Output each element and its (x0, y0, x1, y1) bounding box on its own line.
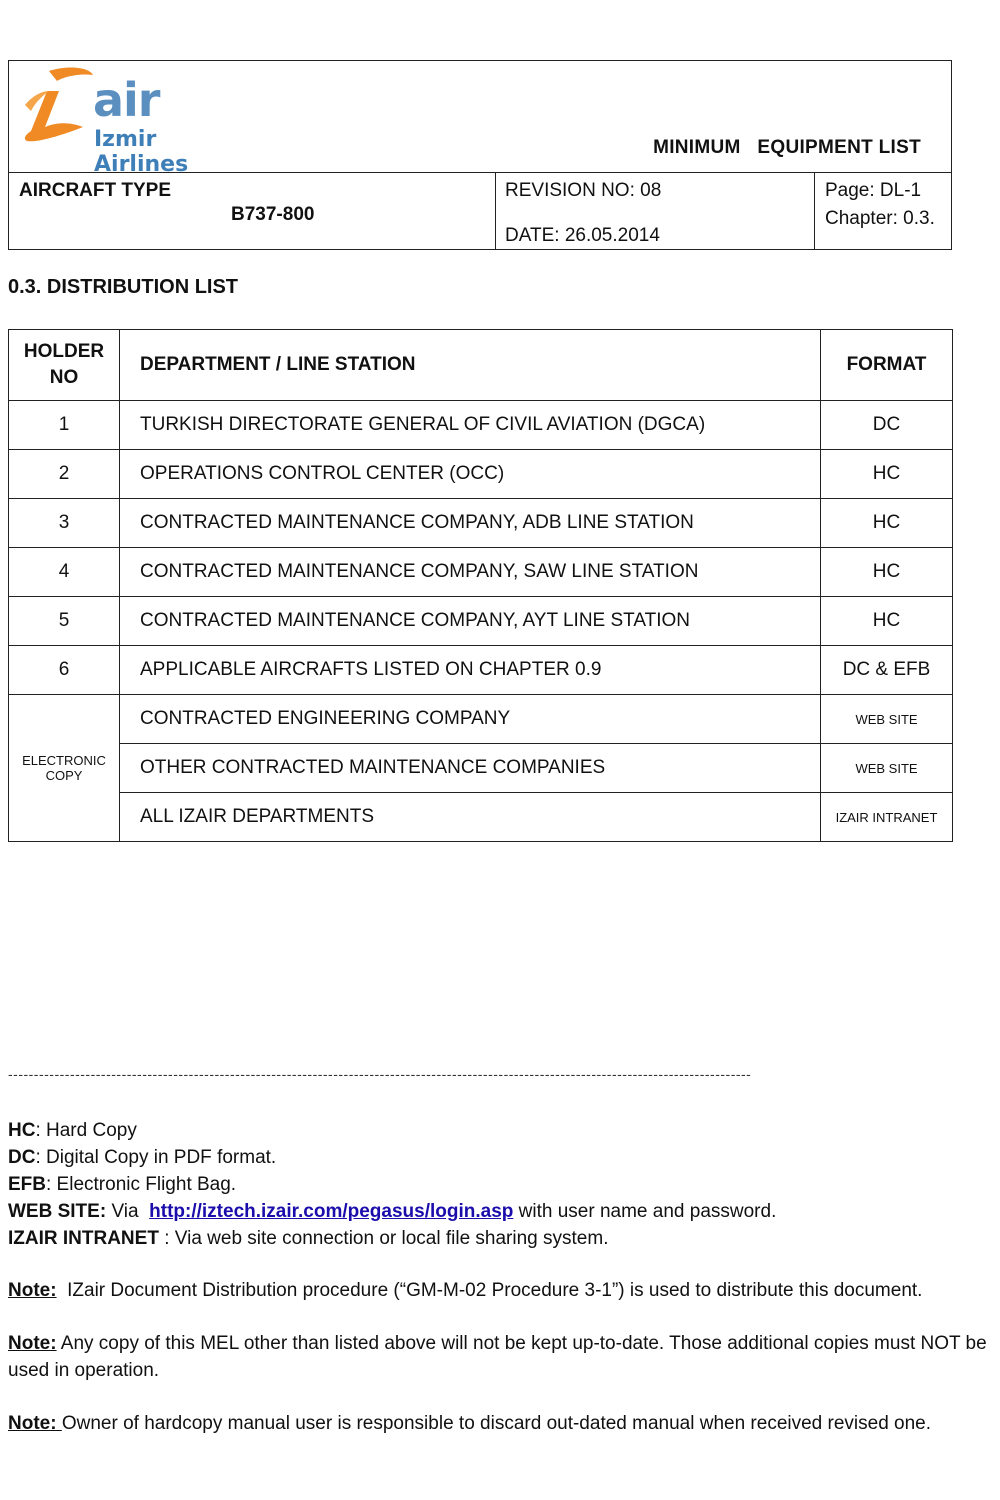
holder-no-cell: 1 (9, 401, 120, 450)
header-info-row (9, 172, 951, 249)
document-header (8, 60, 952, 250)
department-cell: APPLICABLE AIRCRAFTS LISTED ON CHAPTER 0.9 (120, 646, 821, 695)
chapter-number: Chapter: 0.3. (825, 208, 935, 229)
note-distribution-procedure (8, 1277, 988, 1304)
legend-hc (8, 1117, 988, 1144)
revision-cell (495, 172, 815, 249)
legend-intranet-text: : Via web site connection or local file sharing system. (158, 1228, 609, 1249)
legend-efb (8, 1171, 988, 1198)
legend-dc-key: DC (8, 1147, 36, 1168)
table-row (9, 597, 953, 646)
holder-no-cell: 5 (9, 597, 120, 646)
logo-wordmark: air (93, 73, 160, 127)
electronic-copy-cell (9, 695, 120, 842)
format-cell: HC (821, 548, 953, 597)
note-text: IZair Document Distribution procedure (“GM-M-02 Procedure 3-1”) is used to distribute this document. (56, 1280, 923, 1301)
department-cell: CONTRACTED MAINTENANCE COMPANY, SAW LINE STATION (120, 548, 821, 597)
department-cell: OPERATIONS CONTROL CENTER (OCC) (120, 450, 821, 499)
department-cell: TURKISH DIRECTORATE GENERAL OF CIVIL AVIATION (DGCA) (120, 401, 821, 450)
holder-header-line1: HOLDER (23, 341, 105, 362)
aircraft-type-label: AIRCRAFT TYPE (19, 180, 171, 201)
format-cell: DC & EFB (821, 646, 953, 695)
page-cell (815, 172, 951, 249)
department-header: DEPARTMENT / LINE STATION (120, 330, 821, 401)
legend-dc-text: : Digital Copy in PDF format. (35, 1147, 277, 1168)
revision-date: DATE: 26.05.2014 (505, 225, 660, 246)
website-link[interactable]: http://iztech.izair.com/pegasus/login.asp (149, 1201, 514, 1222)
department-cell: ALL IZAIR DEPARTMENTS (120, 793, 821, 842)
legend-intranet (8, 1225, 988, 1252)
format-cell: IZAIR INTRANET (821, 793, 953, 842)
holder-no-cell: 6 (9, 646, 120, 695)
note-label: Note: (8, 1280, 57, 1301)
legend-website (8, 1198, 988, 1225)
format-cell: HC (821, 450, 953, 499)
table-row (9, 646, 953, 695)
table-row (9, 695, 953, 744)
table-row (9, 450, 953, 499)
distribution-table (8, 329, 953, 842)
page-number: Page: DL-1 (825, 180, 922, 201)
holder-no-header (9, 330, 120, 401)
format-header: FORMAT (821, 330, 953, 401)
legend-website-pre: Via (106, 1201, 144, 1222)
separator-line: ------------------------------------------------------------------------------------------------------------------------------------------------ (8, 1066, 752, 1082)
legend-efb-key: EFB (8, 1174, 46, 1195)
note-text: Any copy of this MEL other than listed above will not be kept up-to-date. Those additional copies must NOT be used in operation. (8, 1333, 987, 1381)
table-header-row (9, 330, 953, 401)
electronic-copy-line1: ELECTRONIC (22, 753, 106, 768)
department-cell: CONTRACTED MAINTENANCE COMPANY, AYT LINE STATION (120, 597, 821, 646)
legend-website-post: with user name and password. (513, 1201, 777, 1222)
legend-website-key: WEB SITE: (8, 1201, 107, 1222)
legend-intranet-key: IZAIR INTRANET (8, 1228, 159, 1249)
format-cell: HC (821, 499, 953, 548)
format-cell: WEB SITE (821, 744, 953, 793)
holder-no-cell: 2 (9, 450, 120, 499)
department-cell: CONTRACTED MAINTENANCE COMPANY, ADB LINE STATION (120, 499, 821, 548)
table-row (9, 793, 953, 842)
header-top-row (9, 61, 951, 177)
section-title: 0.3. DISTRIBUTION LIST (8, 276, 239, 298)
aircraft-type-value: B737-800 (231, 204, 315, 225)
aircraft-type-cell (9, 172, 496, 249)
note-label: Note: (8, 1413, 62, 1434)
table-row (9, 548, 953, 597)
format-cell: HC (821, 597, 953, 646)
izair-logo (19, 65, 249, 177)
note-hardcopy-owner (8, 1410, 988, 1437)
holder-header-line2: NO (49, 367, 79, 388)
note-text: Owner of hardcopy manual user is responsible to discard out-dated manual when received revised one. (61, 1413, 932, 1434)
legend-efb-text: : Electronic Flight Bag. (46, 1174, 237, 1195)
holder-no-cell: 4 (9, 548, 120, 597)
legend-hc-key: HC (8, 1120, 36, 1141)
electronic-copy-line2: COPY (45, 768, 83, 783)
holder-no-cell: 3 (9, 499, 120, 548)
table-row (9, 744, 953, 793)
document-title: MINIMUM EQUIPMENT LIST (653, 137, 921, 158)
format-cell: DC (821, 401, 953, 450)
logo-airline-name: Izmir Airlines (94, 127, 189, 177)
logo-swoosh-icon (19, 65, 99, 155)
format-cell: WEB SITE (821, 695, 953, 744)
legend-hc-text: : Hard Copy (35, 1120, 137, 1141)
table-row (9, 401, 953, 450)
note-label: Note: (8, 1333, 57, 1354)
department-cell: CONTRACTED ENGINEERING COMPANY (120, 695, 821, 744)
table-row (9, 499, 953, 548)
revision-number: REVISION NO: 08 (505, 180, 662, 201)
format-legend (8, 1117, 988, 1252)
note-unlisted-copies (8, 1330, 988, 1384)
department-cell: OTHER CONTRACTED MAINTENANCE COMPANIES (120, 744, 821, 793)
legend-dc (8, 1144, 988, 1171)
